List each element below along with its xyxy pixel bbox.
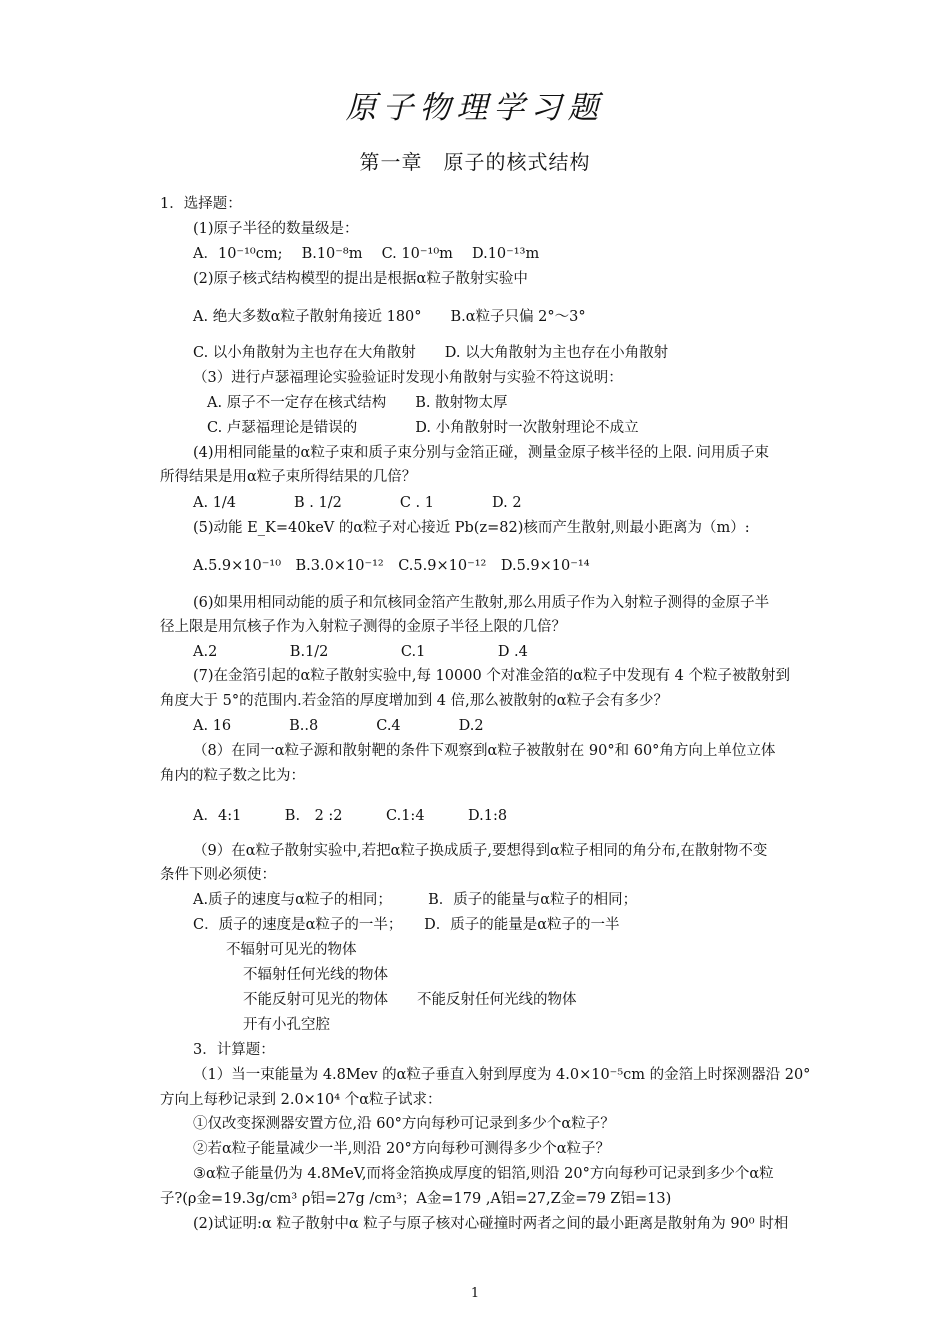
question-4: (4)用相同能量的α粒子束和质子束分别与金箔正碰，测量金原子核半径的上限. 问用质子束 (193, 445, 770, 461)
question-9-cont: 条件下则必须使： (160, 867, 276, 883)
question-1: (1)原子半径的数量级是： (193, 221, 359, 237)
option-line-3: 不能反射可见光的物体 不能反射任何光线的物体 (243, 992, 577, 1008)
section-heading-choice: 1．选择题： (160, 196, 242, 212)
question-9: （9）在α粒子散射实验中,若把α粒子换成质子,要想得到α粒子相同的角分布,在散射物不变 (193, 843, 768, 859)
question-5: (5)动能 E_K=40keV 的α粒子对心接近 Pb(z=82)核而产生散射,则最小距离为（m）: (193, 520, 750, 536)
question-7-cont: 角度大于 5°的范围内.若金箔的厚度增加到 4 倍,那么被散射的α粒子会有多少？ (160, 693, 669, 709)
question-2-options-cd: C. 以小角散射为主也存在大角散射 D. 以大角散射为主也存在小角散射 (193, 345, 669, 361)
calc-question-1-part-2: ②若α粒子能量减少一半,则沿 20°方向每秒可测得多少个α粒子？ (193, 1141, 611, 1157)
question-5-options: A.5.9×10⁻¹⁰ B.3.0×10⁻¹² C.5.9×10⁻¹² D.5.9×10⁻¹⁴ (193, 558, 590, 574)
question-6-cont: 径上限是用氘核子作为入射粒子测得的金原子半径上限的几倍？ (160, 619, 566, 635)
question-1-options: A．10⁻¹⁰cm; B.10⁻⁸m C. 10⁻¹⁰m D.10⁻¹³m (193, 246, 540, 262)
question-8: （8）在同一α粒子源和散射靶的条件下观察到α粒子被散射在 90°和 60°角方向上单位立体 (193, 743, 776, 759)
question-4-cont: 所得结果是用α粒子束所得结果的几倍？ (160, 469, 417, 485)
calc-question-1: （1）当一束能量为 4.8Mev 的α粒子垂直入射到厚度为 4.0×10⁻⁵cm 的金箔上时探测器沿 20° (193, 1067, 811, 1083)
calc-question-1-part-3: ③α粒子能量仍为 4.8MeV,而将金箔换成厚度的铝箔,则沿 20°方向每秒可记录到多少个α粒 (193, 1166, 774, 1182)
calc-question-2: (2)试证明:α 粒子散射中α 粒子与原子核对心碰撞时两者之间的最小距离是散射角为 90⁰ 时相 (193, 1216, 789, 1232)
chapter-heading: 第一章 原子的核式结构 (359, 150, 591, 174)
calc-question-1-part-1: ①仅改变探测器安置方位,沿 60°方向每秒可记录到多少个α粒子？ (193, 1116, 615, 1132)
option-line-2: 不辐射任何光线的物体 (243, 967, 388, 983)
calc-question-1-part-3-cont: 子?(ρ金=19.3g/cm³ ρ铝=27g /cm³；A金=179 ,A铝=27,Z金=79 Z铝=13) (160, 1191, 672, 1207)
question-3-options-ab: A. 原子不一定存在核式结构 B. 散射物太厚 (207, 395, 508, 411)
page-number: 1 (470, 1286, 480, 1301)
question-9-options-ab: A.质子的速度与α粒子的相同； B．质子的能量与α粒子的相同； (193, 892, 638, 908)
question-8-options: A．4:1 B. 2 :2 C.1:4 D.1:8 (193, 808, 508, 824)
question-6-options: A.2 B.1/2 C.1 D .4 (193, 644, 528, 660)
question-3: （3）进行卢瑟福理论实验验证时发现小角散射与实验不符这说明： (193, 370, 623, 386)
calc-question-1-cont: 方向上每秒记录到 2.0×10⁴ 个α粒子试求： (160, 1092, 442, 1108)
question-2: (2)原子核式结构模型的提出是根据α粒子散射实验中 (193, 271, 528, 287)
option-line-4: 开有小孔空腔 (243, 1017, 330, 1033)
question-7: (7)在金箔引起的α粒子散射实验中,每 10000 个对准金箔的α粒子中发现有 4 个粒子被散射到 (193, 668, 791, 684)
section-heading-calc: 3．计算题： (193, 1042, 275, 1058)
question-3-options-cd: C. 卢瑟福理论是错误的 D. 小角散射时一次散射理论不成立 (207, 420, 639, 436)
option-line-1: 不辐射可见光的物体 (226, 942, 357, 958)
question-6: (6)如果用相同动能的质子和氘核同金箔产生散射,那么用质子作为入射粒子测得的金原子半 (193, 595, 770, 611)
question-8-cont: 角内的粒子数之比为： (160, 768, 305, 784)
question-4-options: A. 1/4 B . 1/2 C . 1 D. 2 (193, 495, 522, 511)
document-title: 原子物理学习题 (345, 90, 605, 126)
question-9-options-cd: C．质子的速度是α粒子的一半； D．质子的能量是α粒子的一半 (193, 917, 620, 933)
question-2-options-ab: A. 绝大多数α粒子散射角接近 180° B.α粒子只偏 2°～3° (193, 309, 586, 325)
question-7-options: A. 16 B..8 C.4 D.2 (193, 718, 484, 734)
